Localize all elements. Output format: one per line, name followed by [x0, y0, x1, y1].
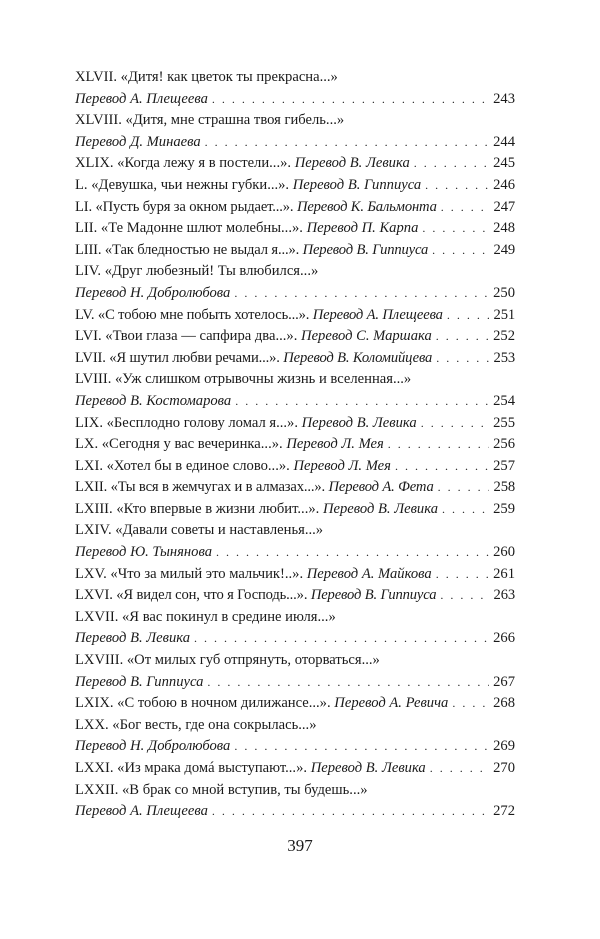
- toc-entry: [75, 175, 515, 197]
- toc-entry-page: 260: [493, 544, 515, 561]
- toc-entry-title: [75, 780, 515, 802]
- toc-entry-title-text: LXIX. «С тобою в ночном дилижансе...».: [75, 695, 331, 712]
- toc-entry-page: 249: [493, 241, 515, 258]
- toc-entry-translator: Перевод А. Ревича: [334, 695, 449, 712]
- toc-entry-page: 256: [493, 436, 515, 453]
- toc-entry-title-text: LX. «Сегодня у вас вечеринка...».: [75, 436, 283, 453]
- toc-entry-title-text: LXVIII. «От милых губ отпрянуть, оторваться...»: [75, 652, 380, 669]
- toc-entry: [75, 197, 515, 219]
- dot-leader: [414, 153, 489, 175]
- toc-entry-translator-line: [75, 628, 515, 650]
- table-of-contents: [75, 67, 515, 823]
- toc-entry-page: 244: [493, 133, 515, 150]
- toc-entry-translator: Перевод А. Плещеева: [75, 90, 208, 107]
- toc-entry-title-text: LXX. «Бог весть, где она сокрылась...»: [75, 716, 317, 733]
- dot-leader: [442, 499, 489, 521]
- toc-entry: [75, 564, 515, 586]
- toc-entry-translator: Перевод Н. Добролюбова: [75, 738, 231, 755]
- toc-entry-translator-line: [75, 391, 515, 413]
- toc-entry-title-text: L. «Девушка, чьи нежны губки...».: [75, 176, 290, 193]
- dot-leader: [421, 413, 489, 435]
- toc-entry-title: [75, 67, 515, 89]
- toc-entry-translator: Перевод В. Гиппиуса: [302, 241, 429, 258]
- dot-leader: [207, 672, 489, 694]
- dot-leader: [425, 175, 489, 197]
- dot-leader: [441, 197, 489, 219]
- dot-leader: [447, 305, 489, 327]
- toc-entry-title-text: LIV. «Друг любезный! Ты влюбился...»: [75, 263, 319, 280]
- toc-entry-translator: Перевод П. Карпа: [306, 220, 419, 237]
- toc-entry-page: 243: [493, 90, 515, 107]
- toc-entry-translator: Перевод В. Левика: [294, 155, 410, 172]
- dot-leader: [452, 693, 489, 715]
- toc-entry-translator: Перевод В. Костомарова: [75, 392, 232, 409]
- toc-entry: [75, 456, 515, 478]
- toc-entry: [75, 693, 515, 715]
- toc-entry-title: [75, 261, 515, 283]
- toc-entry-title-text: LXII. «Ты вся в жемчугах и в алмазах...».: [75, 479, 326, 496]
- toc-entry-translator-line: [75, 736, 515, 758]
- toc-entry-page: 245: [493, 155, 515, 172]
- toc-entry-translator-line: [75, 672, 515, 694]
- toc-entry-title-text: LVII. «Я шутил любви речами...».: [75, 349, 280, 366]
- toc-entry-translator: Перевод С. Маршака: [301, 328, 432, 345]
- dot-leader: [194, 628, 489, 650]
- page-number: 397: [287, 836, 313, 855]
- toc-entry: [75, 585, 515, 607]
- toc-entry-page: 246: [493, 176, 515, 193]
- toc-entry: [75, 305, 515, 327]
- toc-entry: [75, 413, 515, 435]
- toc-entry-page: 257: [493, 457, 515, 474]
- dot-leader: [212, 801, 489, 823]
- toc-entry-translator: Перевод Л. Мея: [286, 436, 384, 453]
- toc-entry-title-text: LV. «С тобою мне побыть хотелось...».: [75, 306, 310, 323]
- toc-entry-translator-line: [75, 801, 515, 823]
- toc-entry-translator-line: [75, 542, 515, 564]
- toc-entry-title-text: LIX. «Бесплодно голову ломал я...».: [75, 414, 298, 431]
- toc-entry-translator: Перевод Н. Добролюбова: [75, 284, 231, 301]
- toc-entry-translator: Перевод Д. Минаева: [75, 133, 201, 150]
- toc-entry-title-text: XLVIII. «Дитя, мне страшна твоя гибель...»: [75, 112, 345, 129]
- dot-leader: [436, 564, 489, 586]
- toc-entry-translator: Перевод Л. Мея: [293, 457, 391, 474]
- toc-entry-translator-line: [75, 89, 515, 111]
- toc-entry-title: [75, 369, 515, 391]
- toc-entry-title-text: XLIX. «Когда лежу я в постели...».: [75, 155, 292, 172]
- toc-entry-translator: Перевод В. Гиппиуса: [292, 176, 422, 193]
- toc-entry-page: 252: [493, 328, 515, 345]
- toc-entry-translator: Перевод А. Плещеева: [312, 306, 443, 323]
- toc-entry-translator: Перевод А. Фета: [328, 479, 434, 496]
- toc-entry-page: 251: [493, 306, 515, 323]
- toc-entry: [75, 326, 515, 348]
- toc-entry-title: [75, 520, 515, 542]
- toc-entry-page: 269: [493, 738, 515, 755]
- dot-leader: [395, 456, 489, 478]
- toc-entry-title-text: LI. «Пусть буря за окном рыдает...».: [75, 198, 294, 215]
- toc-entry-translator: Перевод В. Гиппиуса: [310, 587, 437, 604]
- toc-entry-title: [75, 715, 515, 737]
- dot-leader: [388, 434, 489, 456]
- toc-entry-page: 261: [493, 565, 515, 582]
- toc-entry-page: 253: [493, 349, 515, 366]
- toc-entry-title-text: LVIII. «Уж слишком отрывочны жизнь и вселенная...»: [75, 371, 412, 388]
- toc-entry-title-text: LXIII. «Кто впервые в жизни любит...».: [75, 500, 320, 517]
- dot-leader: [205, 132, 489, 154]
- toc-entry-title: [75, 607, 515, 629]
- toc-entry-translator: Перевод А. Майкова: [306, 565, 432, 582]
- toc-entry-title-text: LXI. «Хотел бы в единое слово...».: [75, 457, 290, 474]
- toc-entry-title-text: LVI. «Твои глаза — сапфира два...».: [75, 328, 298, 345]
- toc-entry-title-text: LXVII. «Я вас покинул в средине июля...»: [75, 608, 336, 625]
- toc-entry-title-text: LII. «Те Мадонне шлют молебны...».: [75, 220, 303, 237]
- toc-entry-title-text: LXV. «Что за милый это мальчик!..».: [75, 565, 304, 582]
- dot-leader: [234, 283, 489, 305]
- toc-entry: [75, 434, 515, 456]
- toc-entry-translator: Перевод В. Левика: [322, 500, 438, 517]
- dot-leader: [440, 585, 489, 607]
- toc-entry-title-text: LXXI. «Из мрака домá выступают...».: [75, 760, 308, 776]
- dot-leader: [235, 391, 489, 413]
- toc-entry: [75, 499, 515, 521]
- dot-leader: [212, 89, 489, 111]
- dot-leader: [432, 240, 489, 262]
- toc-entry-translator: Перевод Ю. Тынянова: [75, 544, 212, 561]
- toc-entry-translator: Перевод В. Коломийцева: [283, 349, 433, 366]
- dot-leader: [436, 326, 489, 348]
- toc-entry-title-text: LXIV. «Давали советы и наставленья...»: [75, 522, 324, 539]
- toc-entry-title: [75, 650, 515, 672]
- toc-entry-title-text: LXXII. «В брак со мной вступив, ты будешь...»: [75, 781, 368, 798]
- toc-entry-translator: Перевод В. Левика: [75, 630, 191, 647]
- dot-leader: [436, 348, 489, 370]
- toc-entry-translator: Перевод А. Плещеева: [75, 803, 208, 820]
- toc-entry-title-text: LXVI. «Я видел сон, что я Господь...».: [75, 587, 308, 604]
- toc-entry-translator-line: [75, 132, 515, 154]
- dot-leader: [422, 218, 489, 240]
- toc-entry-page: 268: [493, 695, 515, 712]
- dot-leader: [234, 736, 489, 758]
- dot-leader: [216, 542, 489, 564]
- toc-entry-page: 258: [493, 479, 515, 496]
- toc-entry: [75, 477, 515, 499]
- toc-entry-page: 267: [493, 673, 515, 690]
- toc-entry: [75, 218, 515, 240]
- toc-entry-page: 250: [493, 284, 515, 301]
- toc-entry-translator: Перевод К. Бальмонта: [296, 198, 437, 215]
- toc-entry-title-text: XLVII. «Дитя! как цветок ты прекрасна...»: [75, 69, 338, 85]
- toc-entry-page: 266: [493, 630, 515, 647]
- toc-entry-title: [75, 110, 515, 132]
- dot-leader: [430, 758, 489, 780]
- toc-entry-page: 255: [493, 414, 515, 431]
- toc-entry-translator: Перевод В. Гиппиуса: [75, 673, 204, 690]
- toc-entry: [75, 240, 515, 262]
- toc-entry-page: 263: [493, 587, 515, 604]
- toc-entry: [75, 153, 515, 175]
- toc-entry-page: 259: [493, 500, 515, 517]
- toc-entry-page: 272: [493, 803, 515, 820]
- dot-leader: [438, 477, 489, 499]
- toc-entry-translator: Перевод В. Левика: [301, 414, 417, 431]
- toc-entry-page: 247: [493, 198, 515, 215]
- toc-entry-translator: Перевод В. Левика: [310, 760, 426, 776]
- toc-entry-title-text: LIII. «Так бледностью не выдал я...».: [75, 241, 300, 258]
- toc-entry-page: 254: [493, 392, 515, 409]
- toc-entry-translator-line: [75, 283, 515, 305]
- toc-entry: [75, 758, 515, 780]
- toc-entry: [75, 348, 515, 370]
- toc-entry-page: 248: [493, 220, 515, 237]
- toc-entry-page: 270: [493, 760, 515, 776]
